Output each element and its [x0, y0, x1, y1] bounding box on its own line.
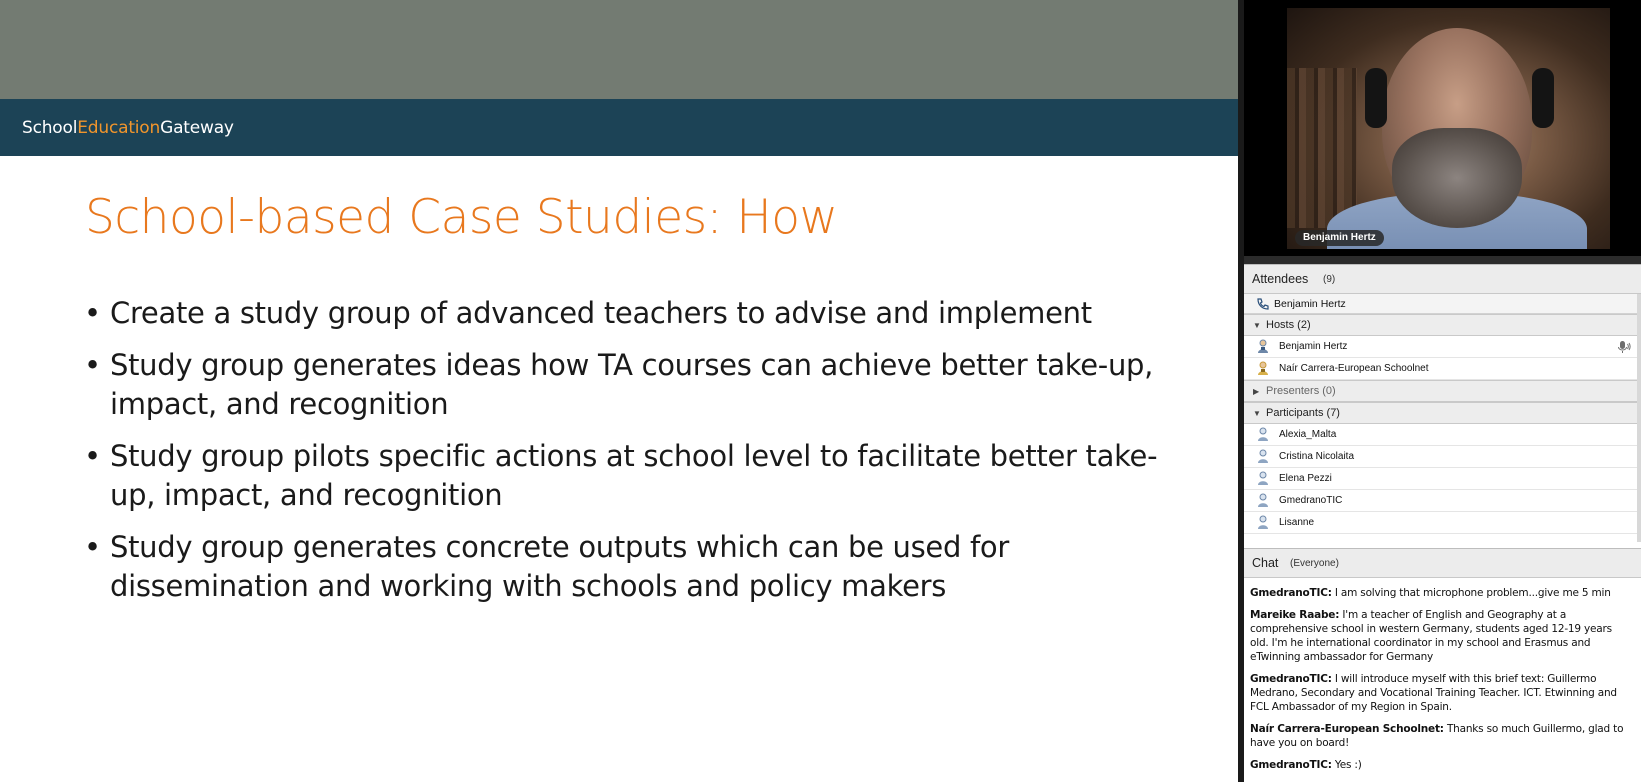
chat-text: I will introduce myself with this brief text: Guillermo Medrano, Secondary and Vocational Training Teacher. ICT. Etwinning and FCL Ambassador of my Region in Spain. — [1250, 673, 1617, 713]
attendee-row[interactable] — [1244, 446, 1641, 468]
expand-arrow-icon: ▼ — [1253, 321, 1261, 330]
participant-user-icon — [1257, 427, 1269, 442]
participants-group-label: Participants (7) — [1266, 407, 1340, 419]
attendees-scrollbar[interactable] — [1637, 294, 1641, 542]
chat-pod-header[interactable] — [1244, 548, 1641, 578]
attendee-name: Alexia_Malta — [1279, 429, 1337, 440]
attendees-count: (9) — [1323, 274, 1336, 285]
attendee-name: GmedranoTIC — [1279, 495, 1343, 506]
slide-bullet: • Study group generates concrete outputs which can be used for dissemination and working with schools and policy makers — [84, 528, 1194, 606]
host-user-icon — [1257, 339, 1269, 354]
participants-group[interactable] — [1244, 402, 1641, 424]
slide-title: School-based Case Studies: How — [85, 190, 838, 245]
chat-sender: GmedranoTIC: — [1250, 759, 1332, 771]
my-status-row[interactable] — [1244, 294, 1641, 314]
chat-pod — [1244, 548, 1641, 782]
participant-user-icon — [1257, 493, 1269, 508]
participant-user-icon — [1257, 471, 1269, 486]
attendee-name: Naír Carrera-European Schoolnet — [1279, 363, 1429, 374]
presenters-group-label: Presenters (0) — [1266, 385, 1336, 397]
attendees-pod-header[interactable] — [1244, 264, 1641, 294]
video-person-beard — [1392, 128, 1522, 228]
attendee-row[interactable] — [1244, 424, 1641, 446]
chat-scope: (Everyone) — [1290, 558, 1339, 569]
chat-message — [1250, 586, 1631, 600]
attendee-name: Benjamin Hertz — [1279, 341, 1348, 352]
video-pod — [1244, 0, 1641, 256]
hosts-group-label: Hosts (2) — [1266, 319, 1311, 331]
participant-user-icon — [1257, 449, 1269, 464]
slide-bullet: • Study group pilots specific actions at school level to facilitate better take-up, impact, and recognition — [84, 437, 1194, 515]
brand-logo: SchoolEducationGateway — [22, 118, 234, 138]
slide-bullet: • Create a study group of advanced teachers to advise and implement — [84, 294, 1194, 333]
chat-text: Thanks so much Guillermo, glad to have you on board! — [1250, 723, 1624, 749]
attendee-row[interactable] — [1244, 512, 1641, 534]
host-user-icon — [1257, 361, 1269, 376]
slide-bullet: • Study group generates ideas how TA courses can achieve better take-up, impact, and recognition — [84, 346, 1194, 424]
chat-text: I'm a teacher of English and Geography at a comprehensive school in western Germany, students aged 12-19 years old. I'm he international coordinator in my school and Erasmus and eTwinning ambassador for Germany — [1250, 609, 1612, 663]
microphone-icon — [1615, 339, 1631, 355]
chat-sender: GmedranoTIC: — [1250, 587, 1332, 599]
attendee-name: Elena Pezzi — [1279, 473, 1332, 484]
my-name: Benjamin Hertz — [1274, 298, 1346, 310]
chat-messages[interactable] — [1244, 578, 1641, 782]
attendee-row[interactable] — [1244, 490, 1641, 512]
attendees-list — [1244, 294, 1641, 542]
attendee-name: Cristina Nicolaita — [1279, 451, 1355, 462]
attendee-row[interactable] — [1244, 358, 1641, 380]
attendees-title: Attendees — [1252, 272, 1309, 286]
phone-icon — [1256, 298, 1269, 310]
webcam-video[interactable] — [1287, 8, 1610, 249]
expand-arrow-icon: ▼ — [1253, 409, 1261, 418]
slide-top-band — [0, 0, 1238, 99]
slide-bullet-list — [84, 294, 1194, 619]
video-name-label: Benjamin Hertz — [1295, 230, 1384, 246]
presenters-group[interactable] — [1244, 380, 1641, 402]
chat-message — [1250, 672, 1631, 714]
chat-message — [1250, 722, 1631, 750]
hosts-group[interactable] — [1244, 314, 1641, 336]
attendee-row[interactable] — [1244, 468, 1641, 490]
headphones-icon — [1365, 68, 1387, 128]
side-panel — [1244, 0, 1641, 782]
chat-text: Yes :) — [1334, 759, 1362, 771]
attendees-pod — [1244, 264, 1641, 548]
bookshelf-background — [1287, 68, 1357, 228]
attendee-name: Lisanne — [1279, 517, 1315, 528]
chat-message — [1250, 608, 1631, 664]
chat-sender: Naír Carrera-European Schoolnet: — [1250, 723, 1444, 735]
attendee-row[interactable] — [1244, 336, 1641, 358]
chat-sender: Mareike Raabe: — [1250, 609, 1340, 621]
collapse-arrow-icon: ▶ — [1253, 387, 1260, 396]
chat-message — [1250, 758, 1631, 772]
chat-title: Chat — [1252, 556, 1279, 570]
participant-user-icon — [1257, 515, 1269, 530]
chat-text: I am solving that microphone problem...give me 5 min — [1334, 587, 1611, 599]
headphones-icon — [1532, 68, 1554, 128]
chat-sender: GmedranoTIC: — [1250, 673, 1332, 685]
